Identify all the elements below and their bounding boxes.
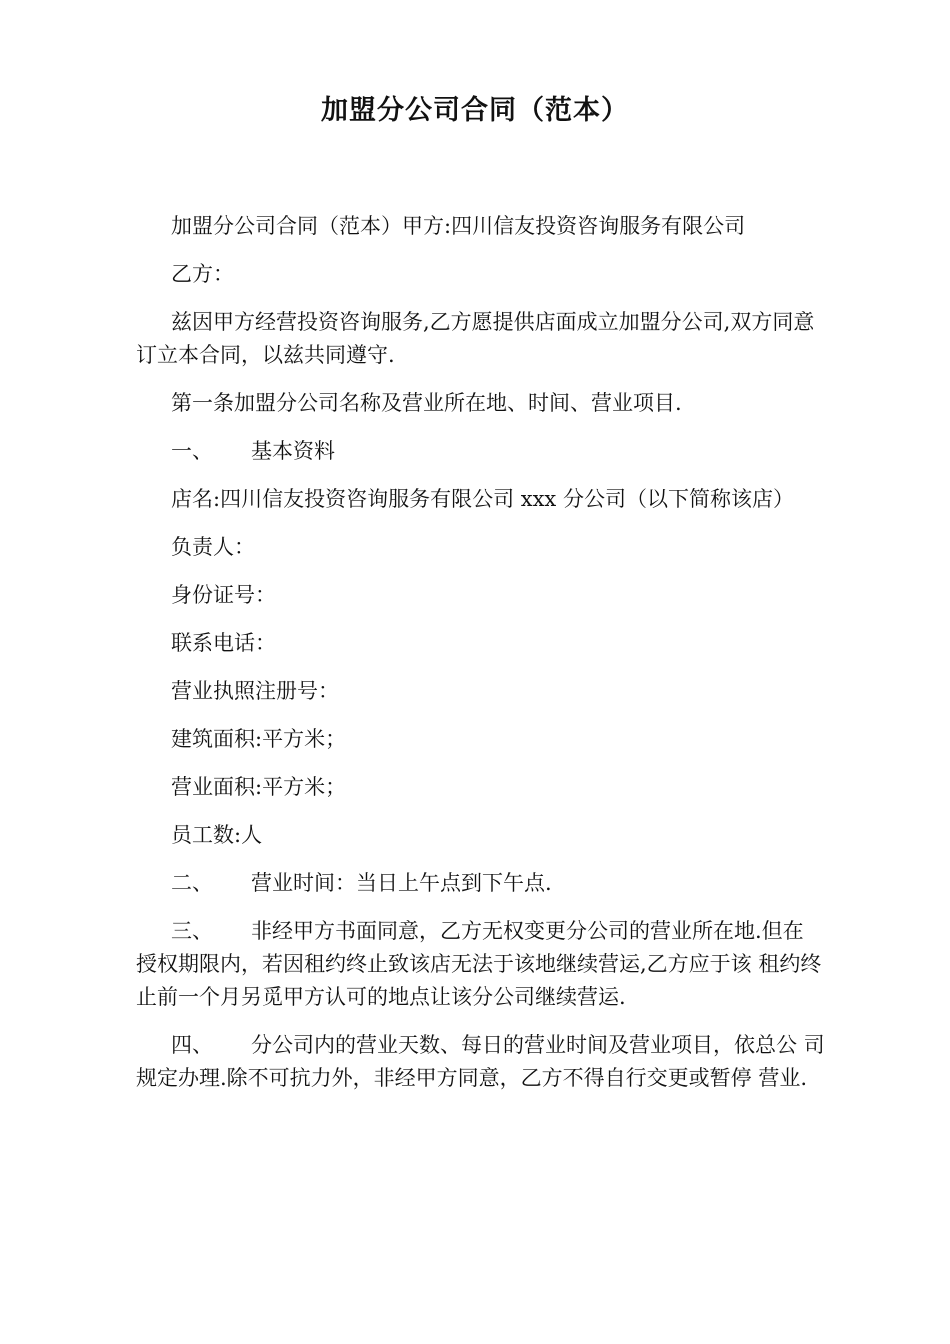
section-4-text: 分公司内的营业天数、每日的营业时间及营业项目，依总公 司规定办理.除不可抗力外，非经甲方同意，乙方不得自行交更或暂停 营业. xyxy=(136,1033,825,1090)
paragraph-party-a: 加盟分公司合同（范本）甲方:四川信友投资咨询服务有限公司 xyxy=(171,214,746,238)
section-2-text: 营业时间：当日上午点到下午点. xyxy=(251,871,552,895)
field-employee-count: 员工数:人 xyxy=(171,823,263,847)
section-2-number: 二、 xyxy=(171,871,213,895)
document-body xyxy=(136,210,826,1095)
paragraph-preamble: 兹因甲方经营投资咨询服务,乙方愿提供店面成立加盟分公司,双方同意订立本合同，以兹共同遵守. xyxy=(136,310,815,367)
section-3 xyxy=(136,915,826,1014)
field-id-number: 身份证号： xyxy=(171,583,276,607)
section-3-text: 非经甲方书面同意，乙方无权变更分公司的营业所在地.但在 授权期限内，若因租约终止致该店无法于该地继续营运,乙方应于该 租约终止前一个月另觅甲方认可的地点让该分公司继续营运. xyxy=(136,919,822,1009)
field-responsible-person: 负责人： xyxy=(171,535,255,559)
field-license-number: 营业执照注册号： xyxy=(171,679,339,703)
field-business-area: 营业面积:平方米； xyxy=(171,775,347,799)
document-title: 加盟分公司合同（范本） xyxy=(321,95,629,126)
section-1-number: 一、 xyxy=(171,439,213,463)
field-building-area: 建筑面积:平方米； xyxy=(171,727,347,751)
section-4-number: 四、 xyxy=(171,1033,213,1057)
section-4 xyxy=(136,1029,826,1095)
paragraph-article-1: 第一条加盟分公司名称及营业所在地、时间、营业项目. xyxy=(171,391,682,415)
section-1-text: 基本资料 xyxy=(251,439,335,463)
section-1 xyxy=(136,435,826,468)
field-phone: 联系电话： xyxy=(171,631,276,655)
section-3-number: 三、 xyxy=(171,919,213,943)
paragraph-party-b: 乙方： xyxy=(171,262,234,286)
section-2 xyxy=(136,867,826,900)
paragraph-store-name: 店名:四川信友投资咨询服务有限公司 xxx 分公司（以下简称该店） xyxy=(171,487,794,511)
